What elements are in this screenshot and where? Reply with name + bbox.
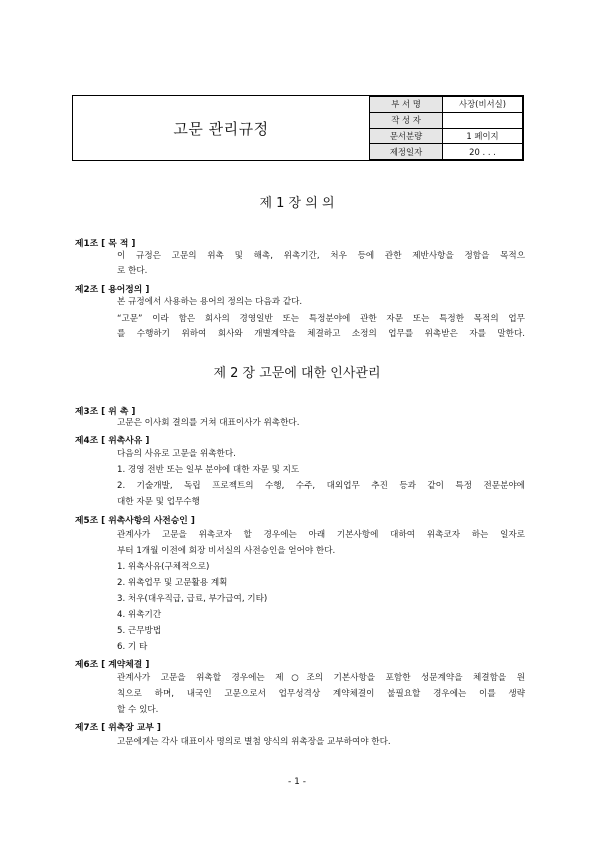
info-key: 제정일자 — [370, 144, 443, 160]
document-info-table — [369, 96, 523, 160]
article-5-line: 관계사가 고문을 위촉코자 할 경우에는 아래 기본사항에 대하여 위촉코자 하는 일자로 — [117, 530, 525, 540]
article-3-line: 고문은 이사회 결의를 거쳐 대표이사가 위촉한다. — [117, 418, 300, 428]
article-5-line: 6. 기 타 — [117, 642, 148, 652]
article-2-line: “고문” 이라 함은 회사의 경영일반 또는 특정분야에 관한 자문 또는 특정한 목적의 업무 — [117, 314, 525, 324]
article-5-heading: 제5조 [ 위촉사항의 사전승인 ] — [75, 516, 195, 526]
article-4-line: 다음의 사유로 고문을 위촉한다. — [117, 449, 236, 459]
article-5-line: 5. 근무방법 — [117, 626, 162, 636]
article-7-heading: 제7조 [ 위촉장 교부 ] — [75, 723, 161, 733]
info-row-length — [370, 128, 523, 144]
article-4-line: 2. 기술개발, 독립 프로젝트의 수행, 수주, 대외업무 추진 등과 같이 특정 전문분야에 — [117, 481, 525, 491]
info-row-department — [370, 97, 523, 113]
article-5-line: 2. 위촉업무 및 고문활용 계획 — [117, 578, 228, 588]
chapter-1-title: 제 1 장 의 의 — [259, 196, 335, 211]
article-4-line: 대한 자문 및 업무수행 — [117, 497, 200, 507]
article-4-line: 1. 경영 전반 또는 일부 분야에 대한 자문 및 지도 — [117, 465, 300, 475]
article-7-line: 고문에게는 각사 대표이사 명의로 별첨 양식의 위촉장을 교부하여야 한다. — [117, 737, 391, 747]
article-1-line: 로 한다. — [117, 266, 148, 276]
info-value: 1 페이지 — [443, 128, 523, 144]
article-3-heading: 제3조 [ 위 촉 ] — [75, 407, 136, 417]
info-key: 문서분량 — [370, 128, 443, 144]
info-key: 작 성 자 — [370, 112, 443, 128]
article-4-heading: 제4조 [ 위촉사유 ] — [75, 436, 150, 446]
article-1-line: 이 규정은 고문의 위촉 및 해촉, 위촉기간, 처우 등에 관한 제반사항을 정함을 목적으 — [117, 251, 525, 261]
article-6-line: 할 수 있다. — [117, 705, 159, 715]
info-value: 사장(비서실) — [443, 97, 523, 113]
page-number: - 1 - — [288, 777, 306, 787]
chapter-2-title: 제 2 장 고문에 대한 인사관리 — [213, 366, 381, 381]
document-header-box — [72, 95, 524, 161]
document-title: 고문 관리규정 — [173, 119, 269, 138]
info-value — [443, 112, 523, 128]
article-2-line: 를 수행하기 위하여 회사와 개별계약을 체결하고 소정의 업무를 위촉받은 자를 말한다. — [117, 329, 525, 339]
article-6-line: 관계사가 고문을 위촉할 경우에는 제○조의 기본사항을 포함한 성문계약을 체결함을 원 — [117, 673, 525, 683]
article-2-line: 본 규정에서 사용하는 용어의 정의는 다음과 같다. — [117, 297, 303, 307]
article-5-line: 1. 위촉사유(구체적으로) — [117, 562, 210, 572]
article-5-line: 4. 위촉기간 — [117, 610, 162, 620]
info-key: 부 서 명 — [370, 97, 443, 113]
info-row-date — [370, 144, 523, 160]
info-row-author — [370, 112, 523, 128]
article-6-line: 칙으로 하며, 내국인 고문으로서 업무성격상 계약체결이 불필요할 경우에는 이를 생략 — [117, 689, 525, 699]
article-1-heading: 제1조 [ 목 적 ] — [75, 239, 136, 249]
info-value: 20 . . . — [443, 144, 523, 160]
article-5-line: 3. 처우(대우직급, 급료, 부가급여, 기타) — [117, 594, 268, 604]
article-6-heading: 제6조 [ 계약체결 ] — [75, 660, 150, 670]
article-2-heading: 제2조 [ 용어정의 ] — [75, 285, 150, 295]
article-5-line: 부터 1개월 이전에 회장 비서실의 사전승인을 얻어야 한다. — [117, 546, 336, 556]
